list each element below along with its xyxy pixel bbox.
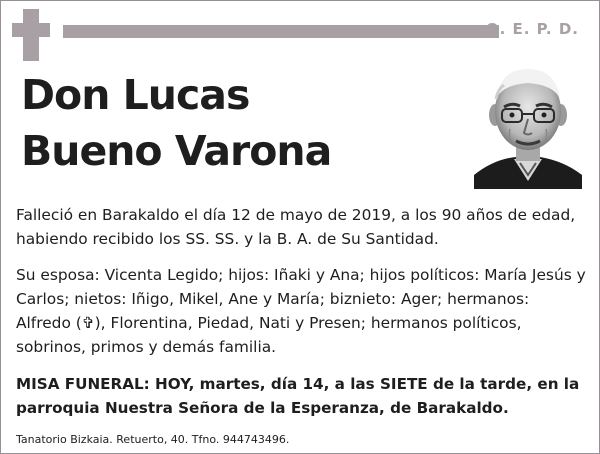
name-line-1: Don Lucas bbox=[21, 71, 250, 119]
qepd-label: Q. E. P. D. bbox=[485, 20, 579, 38]
deceased-cross-icon: ✞ bbox=[81, 314, 95, 332]
death-notice-paragraph: Falleció en Barakaldo el día 12 de mayo de 2019, a los 90 años de edad, habiendo recibido los SS. SS. y la B. A. de Su Santidad. bbox=[16, 206, 576, 248]
name-line-2: Bueno Varona bbox=[21, 127, 332, 175]
funeral-mass-paragraph: MISA FUNERAL: HOY, martes, día 14, a las SIETE de la tarde, en la parroquia Nuestra Señora de la Esperanza, de Barakaldo. bbox=[16, 375, 580, 417]
deceased-name bbox=[21, 67, 331, 179]
funeral-home-info: Tanatorio Bizkaia. Retuerto, 40. Tfno. 944743496. bbox=[16, 433, 290, 446]
family-text-end: ), Florentina, Piedad, Nati y Presen; hermanos políticos, sobrinos, primos y demás familia. bbox=[16, 314, 522, 356]
cross-icon-bar bbox=[12, 23, 50, 37]
family-paragraph bbox=[16, 263, 588, 359]
portrait-photo bbox=[474, 63, 582, 189]
family-text-start: Su esposa: Vicenta Legido; hijos: Iñaki y Ana; hijos políticos: María Jesús y Carlos; nietos: Iñigo, Mikel, Ane y María; biznieto: Ager; hermanos: Alfredo ( bbox=[16, 266, 586, 332]
header-rule bbox=[63, 25, 499, 38]
